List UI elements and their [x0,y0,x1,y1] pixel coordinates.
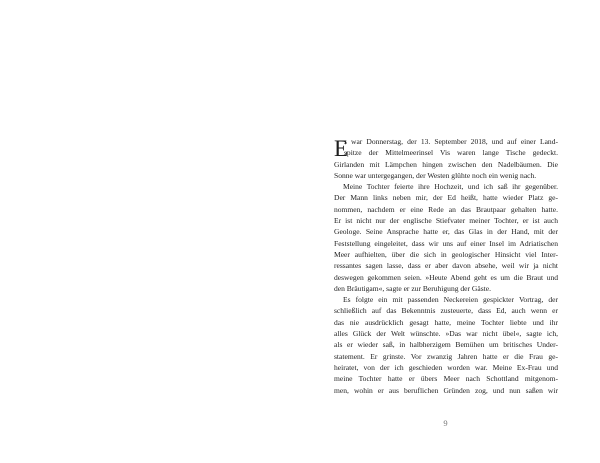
text-line: als er wieder saß, in halbherzigem Bemühen um britisches Under- [334,340,558,350]
text-line: Der Mann links neben mir, der Ed heißt, hatte wieder Platz ge- [334,193,558,203]
text-line: spitze der Mittelmeerinsel Vis waren lange Tische gedeckt. [344,148,558,158]
body-text [334,136,558,396]
text-line: Girlanden mit Lämpchen hingen zwischen den Nadelbäumen. Die [334,159,558,169]
text-line: Meer aufhielten, über die sich in geologischer Hinsicht viel Inter- [334,249,558,259]
text-line: Meine Tochter feierte ihre Hochzeit, und ich saß ihr gegenüber. [343,182,558,192]
text-line: ressantes sagen lasse, dass er aber davon absehe, weil wir ja nicht [334,261,558,271]
text-line: s war Donnerstag, der 13. September 2018, und auf einer Land- [344,137,558,146]
text-line: das nie ausdrücklich gesagt hatte, meine Tochter liebte und ihr [334,317,558,327]
drop-cap: E [334,136,349,161]
page-number: 9 [443,418,448,428]
text-line: meine Tochter hatte er übers Meer nach Schottland mitgenom- [334,374,558,384]
text-line: schließlich auf das Bekenntnis zusteuerte, dass Ed, auch wenn er [334,306,558,316]
text-line: Es folgte ein mit passenden Neckereien gespickter Vortrag, der [343,295,558,305]
text-line: alles Glück der Welt wünschte. »Das war nicht übel«, sagte ich, [334,329,558,339]
text-line: Geologe. Seine Ansprache hatte er, das Glas in der Hand, mit der [334,227,558,237]
text-line: nommen, nachdem er eine Rede an das Brautpaar gehalten hatte. [334,204,558,214]
text-line: men, wohin er aus beruflichen Gründen zog, und nun saßen wir [334,385,558,395]
text-line: Er ist nicht nur der englische Stiefvater meiner Tochter, er ist auch [334,216,558,226]
text-line: Feststellung eingeleitet, dass wir uns auf einer Insel im Adriatischen [334,238,558,248]
text-line: den Bräutigam«, sagte er zur Beruhigung der Gäste. [334,283,491,293]
text-line: heiratet, von der ich geschieden worden war. Meine Ex-Frau und [334,362,558,372]
text-line: Sonne war untergegangen, der Westen glühte noch ein wenig nach. [334,170,537,180]
text-line: deswegen gekommen seien. »Heute Abend geht es um die Braut und [334,272,558,282]
text-line: statement. Er grinste. Vor zwanzig Jahren hatte er die Frau ge- [334,351,558,361]
